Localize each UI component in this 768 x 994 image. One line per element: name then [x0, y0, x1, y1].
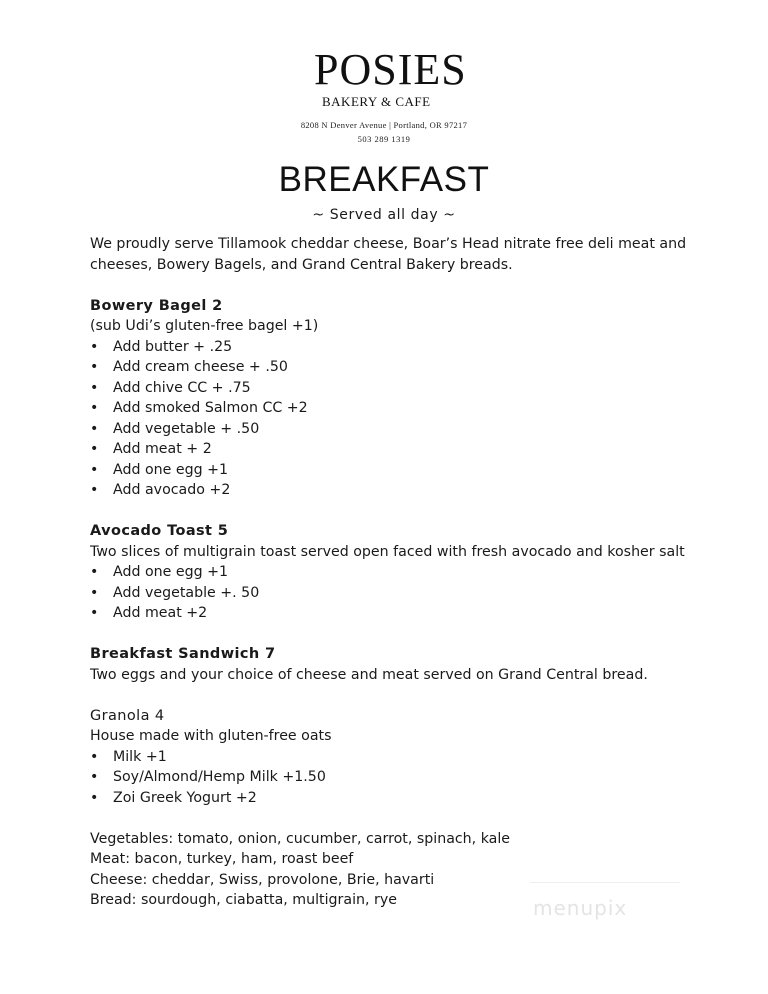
- option-line: Vegetables: tomato, onion, cucumber, carrot, spinach, kale: [90, 830, 511, 847]
- list-item: • Add smoked Salmon CC +2: [90, 398, 750, 419]
- menu-content: [90, 234, 750, 911]
- option-line: Bread: sourdough, ciabatta, multigrain, rye: [90, 892, 397, 908]
- menu-section-bagel: [90, 296, 750, 501]
- list-item: • Soy/Almond/Hemp Milk +1.50: [90, 767, 750, 788]
- list-item: • Add meat + 2: [90, 439, 750, 460]
- section-heading: Breakfast Sandwich 7: [90, 646, 276, 662]
- watermark: menupix: [533, 896, 628, 920]
- addon-list: [90, 747, 750, 809]
- list-item: • Add one egg +1: [90, 562, 750, 583]
- list-item: • Add chive CC + .75: [90, 378, 750, 399]
- address: 8208 N Denver Avenue | Portland, OR 97217: [300, 120, 468, 130]
- page-title: BREAKFAST: [278, 160, 490, 199]
- option-line: Cheese: cheddar, Swiss, provolone, Brie, havarti: [90, 871, 435, 888]
- list-item: • Add avocado +2: [90, 480, 750, 501]
- section-heading: Avocado Toast 5: [90, 523, 229, 539]
- menu-section-avocado-toast: [90, 521, 750, 624]
- menu-section-granola: [90, 706, 750, 809]
- list-item: • Add meat +2: [90, 603, 750, 624]
- list-item: • Add cream cheese + .50: [90, 357, 750, 378]
- served-note: ~ Served all day ~: [312, 207, 456, 223]
- list-item: • Add butter + .25: [90, 337, 750, 358]
- option-line: Meat: bacon, turkey, ham, roast beef: [90, 851, 354, 867]
- options-list: [90, 829, 750, 911]
- section-heading: Granola 4: [90, 707, 165, 724]
- phone: 503 289 1319: [357, 134, 411, 144]
- addon-list: [90, 562, 750, 624]
- intro-text: We proudly serve Tillamook cheddar cheese, Boar’s Head nitrate free deli meat and cheeses, Bowery Bagels, and Grand Central Bakery breads.: [90, 236, 687, 273]
- addon-list: [90, 337, 750, 501]
- list-item: • Add vegetable + .50: [90, 419, 750, 440]
- menu-section-breakfast-sandwich: [90, 644, 750, 685]
- section-description: (sub Udi’s gluten-free bagel +1): [90, 318, 319, 334]
- list-item: • Add vegetable +. 50: [90, 583, 750, 604]
- watermark-divider: [530, 882, 680, 883]
- list-item: • Zoi Greek Yogurt +2: [90, 788, 750, 809]
- list-item: • Add one egg +1: [90, 460, 750, 481]
- logo-subtitle: BAKERY & CAFE: [322, 94, 431, 109]
- section-heading: Bowery Bagel 2: [90, 297, 223, 314]
- section-description: Two eggs and your choice of cheese and meat served on Grand Central bread.: [90, 666, 648, 683]
- section-description: Two slices of multigrain toast served open faced with fresh avocado and kosher salt: [90, 543, 685, 560]
- logo: [300, 45, 470, 116]
- section-description: House made with gluten-free oats: [90, 728, 332, 744]
- logo-name: POSIES: [314, 45, 467, 94]
- list-item: • Milk +1: [90, 747, 750, 768]
